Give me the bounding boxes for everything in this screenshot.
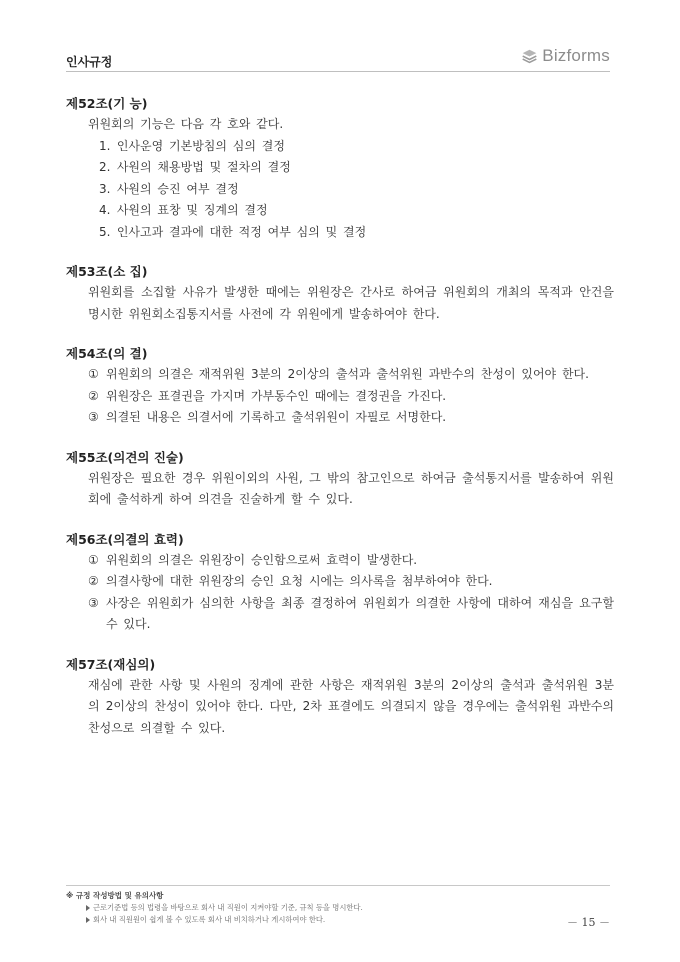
article-title: 제56조(의결의 효력) [66, 531, 184, 547]
bizforms-logo [521, 46, 610, 66]
page-number: － 15 － [567, 916, 610, 929]
footer-title: ※ 규정 작성방법 및 유의사항 [66, 891, 164, 900]
document-title: 인사규정 [66, 55, 113, 69]
article-text: 재심에 관한 사항 및 사원의 징계에 관한 사항은 재적위원 3분의 2이상의 출석과 출석위원 3분의 2이상의 찬성이 있어야 한다. 다만, 2차 표결에도 의결되지 않을 경우에는 출석위원 과반수의 찬성으로 의결할 수 있다. [88, 677, 614, 735]
clause-item: ③ 의결된 내용은 의결서에 기록하고 출석위원이 자필로 서명한다. [88, 410, 447, 424]
clause-item: ① 위원회의 의결은 재적위원 3분의 2이상의 출석과 출석위원 과반수의 찬성이 있어야 한다. [88, 367, 589, 381]
list-item: 1. 인사운영 기본방침의 심의 결정 [99, 138, 285, 153]
list-item: 4. 사원의 표창 및 징계의 결정 [99, 203, 268, 217]
stacked-layers-icon [521, 48, 538, 65]
clause-list [66, 364, 614, 429]
list-item: 3. 사원의 승진 여부 결정 [99, 181, 239, 196]
list-item: 2. 사원의 채용방법 및 절차의 결정 [99, 160, 291, 174]
footer-note: 회사 내 직원원이 쉽게 볼 수 있도록 회사 내 비치하거나 게시하여야 한다. [66, 914, 610, 926]
article-56 [66, 529, 614, 636]
article-title: 제52조(기 능) [66, 96, 148, 111]
article-52 [66, 93, 614, 243]
logo-text: Bizforms [542, 46, 610, 65]
triangle-bullet-icon [86, 917, 90, 923]
clause-item: ① 위원회의 의결은 위원장이 승인함으로써 효력이 발생한다. [88, 552, 418, 567]
triangle-bullet-icon [86, 905, 90, 911]
article-text: 위원회를 소집할 사유가 발생한 때에는 위원장은 간사로 하여금 위원회의 개최의 목적과 안건을 명시한 위원회소집통지서를 사전에 각 위원에게 발송하여야 한다. [88, 285, 614, 321]
list-item: 5. 인사고과 결과에 대한 적정 여부 심의 및 결정 [99, 224, 367, 239]
page-header [66, 46, 610, 72]
article-title: 제54조(의 결) [66, 346, 148, 361]
article-title: 제55조(의견의 진술) [66, 449, 184, 465]
article-title: 제57조(재심의) [66, 656, 156, 672]
article-57 [66, 654, 614, 740]
page-footer [66, 885, 610, 929]
article-title: 제53조(소 집) [66, 264, 148, 279]
numbered-list [66, 136, 614, 244]
article-54 [66, 343, 614, 429]
article-55 [66, 447, 614, 511]
clause-item: ③ 사장은 위원회가 심의한 사항을 최종 결정하여 위원회가 의결한 사항에 대하여 재심을 요구할 수 있다. [88, 595, 614, 631]
article-53 [66, 261, 614, 325]
article-text: 위원장은 필요한 경우 위원이외의 사원, 그 밖의 참고인으로 하여금 출석통지서를 발송하여 위원회에 출석하게 하여 의견을 진술하게 할 수 있다. [88, 470, 614, 506]
clause-item: ② 의결사항에 대한 위원장의 승인 요청 시에는 의사록을 첨부하여야 한다. [88, 574, 493, 588]
document-body [66, 93, 614, 757]
article-intro: 위원회의 기능은 다음 각 호와 같다. [88, 117, 284, 131]
footer-note: 근로기준법 등의 법령을 바탕으로 회사 내 직원이 지켜야할 기준, 규칙 등을 명시한다. [66, 902, 610, 914]
clause-list [66, 550, 614, 636]
clause-item: ② 위원장은 표결권을 가지며 가부동수인 때에는 결정권을 가진다. [88, 388, 447, 403]
